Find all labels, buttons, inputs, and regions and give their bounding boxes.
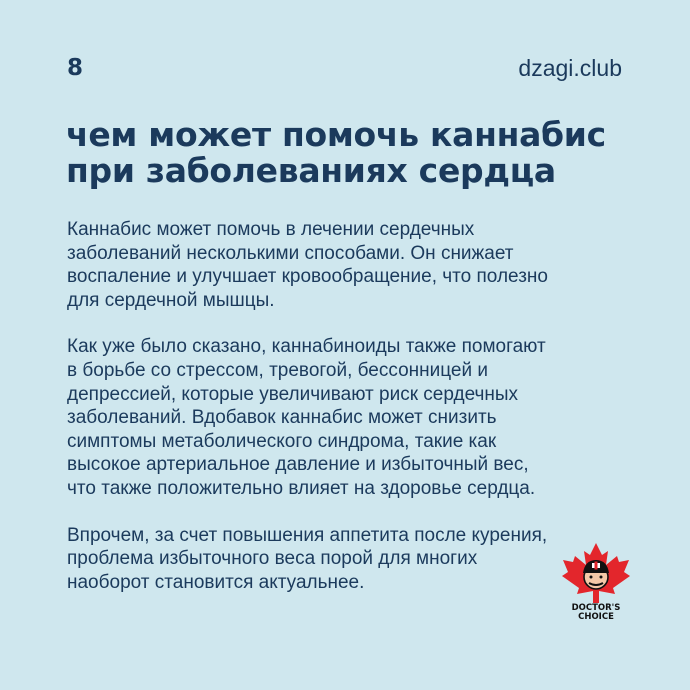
text-line: высокое артериальное давление и избыточный вес, [67,454,529,476]
site-url: dzagi.club [518,55,622,81]
page-number: 8 [67,55,84,81]
text-line: симптомы метаболического синдрома, такие как [67,430,497,452]
title-line-2: при заболеваниях сердца [66,151,556,190]
text-line: что также положительно влияет на здоровье сердца. [67,477,536,499]
text-line: воспаление и улучшает кровообращение, что полезно [67,266,548,288]
text-line: Каннабис может помочь в лечении сердечных [67,219,475,240]
paragraph-2 [67,335,632,500]
text-line: наоборот становится актуальнее. [67,571,365,593]
paragraph-1 [67,218,632,312]
text-line: Как уже было сказано, каннабиноиды также помогают [67,336,546,358]
doctors-choice-logo [561,543,631,621]
text-line: проблема избыточного веса порой для многих [67,548,478,570]
maple-leaf-doctor-icon [561,543,631,621]
text-line: Впрочем, за счет повышения аппетита после курения, [67,524,548,546]
title-line-1: чем может помочь каннабис [66,115,606,154]
text-line: заболеваний несколькими способами. Он снижает [67,242,514,264]
page-title [66,117,646,189]
logo-text-line-2: CHOICE [578,612,614,621]
article-body [67,218,632,617]
paragraph-3 [67,524,632,595]
text-line: депрессией, которые увеличивают риск сердечных [67,383,519,405]
text-line: заболеваний. Вдобавок каннабис может снизить [67,407,497,429]
text-line: для сердечной мышцы. [67,289,275,311]
logo-text-line-1: DOCTOR'S [571,603,621,613]
text-line: в борьбе со стрессом, тревогой, бессонницей и [67,359,488,381]
